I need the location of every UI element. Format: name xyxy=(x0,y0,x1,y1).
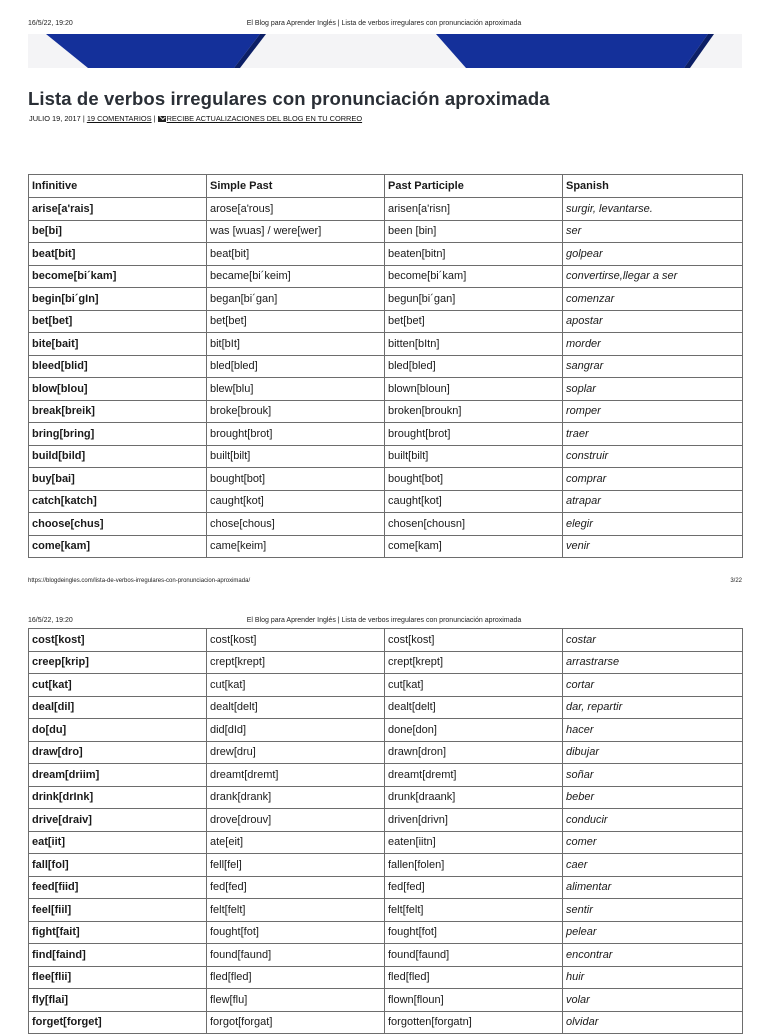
table-row xyxy=(29,741,743,764)
table-cell: costar xyxy=(563,629,743,652)
table-row xyxy=(29,719,743,742)
table-row xyxy=(29,423,743,446)
table-cell: find[faind] xyxy=(29,944,207,967)
table-row xyxy=(29,198,743,221)
table-cell: bought[bot] xyxy=(385,468,563,491)
table-cell: blow[blou] xyxy=(29,378,207,401)
print-header-date: 16/5/22, 19:20 xyxy=(28,20,73,27)
meta-separator: | xyxy=(80,114,87,123)
table-row xyxy=(29,854,743,877)
table-cell: choose[chus] xyxy=(29,513,207,536)
table-cell: driven[drivn] xyxy=(385,809,563,832)
table-cell: found[faund] xyxy=(207,944,385,967)
verbs-table-page2 xyxy=(28,628,743,1034)
table-row xyxy=(29,764,743,787)
print-footer-url: https://blogdeingles.com/lista-de-verbos-irregulares-con-pronunciacion-aproximada/ xyxy=(28,578,251,584)
table-cell: broke[brouk] xyxy=(207,400,385,423)
table-cell: sentir xyxy=(563,899,743,922)
table-row xyxy=(29,310,743,333)
table-cell: dealt[delt] xyxy=(385,696,563,719)
table-cell: came[keim] xyxy=(207,535,385,558)
table-cell: crept[krept] xyxy=(385,651,563,674)
table-cell: elegir xyxy=(563,513,743,536)
table-cell: built[bilt] xyxy=(385,445,563,468)
table-cell: bite[bait] xyxy=(29,333,207,356)
table-cell: convertirse,llegar a ser xyxy=(563,265,743,288)
table-cell: olvidar xyxy=(563,1011,743,1034)
table-cell: cost[kost] xyxy=(385,629,563,652)
table-cell: begin[bi´gIn] xyxy=(29,288,207,311)
table-cell: drew[dru] xyxy=(207,741,385,764)
table-cell: drank[drank] xyxy=(207,786,385,809)
table-cell: be[bi] xyxy=(29,220,207,243)
table-cell: drawn[dron] xyxy=(385,741,563,764)
print-footer-page: 3/22 xyxy=(730,578,742,584)
table-cell: huir xyxy=(563,966,743,989)
table-row xyxy=(29,696,743,719)
table-cell: comprar xyxy=(563,468,743,491)
subscribe-link[interactable] xyxy=(158,114,362,123)
table-cell: beaten[bitn] xyxy=(385,243,563,266)
table-cell: arisen[a'risn] xyxy=(385,198,563,221)
table-cell: eaten[iitn] xyxy=(385,831,563,854)
table-cell: brought[brot] xyxy=(385,423,563,446)
table-cell: forgot[forgat] xyxy=(207,1011,385,1034)
table-cell: beat[bit] xyxy=(207,243,385,266)
table-row xyxy=(29,378,743,401)
table-cell: arrastrarse xyxy=(563,651,743,674)
table-cell: flee[flii] xyxy=(29,966,207,989)
table-cell: golpear xyxy=(563,243,743,266)
table-cell: bleed[blid] xyxy=(29,355,207,378)
table-row xyxy=(29,651,743,674)
table-cell: crept[krept] xyxy=(207,651,385,674)
table-cell: been [bin] xyxy=(385,220,563,243)
table-cell: did[dId] xyxy=(207,719,385,742)
table-cell: ate[eit] xyxy=(207,831,385,854)
table-cell: cut[kat] xyxy=(207,674,385,697)
table-cell: soñar xyxy=(563,764,743,787)
table-cell: venir xyxy=(563,535,743,558)
table-row xyxy=(29,989,743,1012)
table-cell: morder xyxy=(563,333,743,356)
table-cell: began[bi´gan] xyxy=(207,288,385,311)
table-row xyxy=(29,243,743,266)
table-cell: drink[drInk] xyxy=(29,786,207,809)
column-header: Simple Past xyxy=(207,175,385,198)
table-cell: comer xyxy=(563,831,743,854)
table-cell: bought[bot] xyxy=(207,468,385,491)
table-cell: bring[bring] xyxy=(29,423,207,446)
table-cell: bit[bIt] xyxy=(207,333,385,356)
table-cell: bet[bet] xyxy=(29,310,207,333)
table-cell: dibujar xyxy=(563,741,743,764)
table-cell: fell[fel] xyxy=(207,854,385,877)
verbs-table-page1 xyxy=(28,174,743,558)
table-cell: blown[bloun] xyxy=(385,378,563,401)
table-cell: come[kam] xyxy=(29,535,207,558)
table-row xyxy=(29,809,743,832)
table-row xyxy=(29,966,743,989)
table-cell: construir xyxy=(563,445,743,468)
table-cell: come[kam] xyxy=(385,535,563,558)
table-row xyxy=(29,876,743,899)
table-cell: encontrar xyxy=(563,944,743,967)
table-cell: become[bi´kam] xyxy=(29,265,207,288)
table-cell: bitten[bItn] xyxy=(385,333,563,356)
table-cell: dealt[delt] xyxy=(207,696,385,719)
table-cell: drove[drouv] xyxy=(207,809,385,832)
column-header: Spanish xyxy=(563,175,743,198)
meta-separator: | xyxy=(151,114,158,123)
table-cell: fought[fot] xyxy=(385,921,563,944)
table-row xyxy=(29,400,743,423)
table-cell: flew[flu] xyxy=(207,989,385,1012)
table-cell: beber xyxy=(563,786,743,809)
table-cell: eat[iit] xyxy=(29,831,207,854)
table-cell: fought[fot] xyxy=(207,921,385,944)
table-cell: drunk[draank] xyxy=(385,786,563,809)
print-header-date-2: 16/5/22, 19:20 xyxy=(28,617,73,624)
table-cell: soplar xyxy=(563,378,743,401)
table-cell: bet[bet] xyxy=(207,310,385,333)
column-header: Infinitive xyxy=(29,175,207,198)
table-cell: dream[driim] xyxy=(29,764,207,787)
table-cell: break[breik] xyxy=(29,400,207,423)
table-cell: was [wuas] / were[wer] xyxy=(207,220,385,243)
table-cell: fight[fait] xyxy=(29,921,207,944)
table-cell: fallen[folen] xyxy=(385,854,563,877)
column-header: Past Participle xyxy=(385,175,563,198)
subscribe-link-label: RECIBE ACTUALIZACIONES DEL BLOG EN TU CORREO xyxy=(166,114,363,123)
post-date: JULIO 19, 2017 xyxy=(29,114,81,123)
table-cell: caught[kot] xyxy=(385,490,563,513)
table-cell: forget[forget] xyxy=(29,1011,207,1034)
table-cell: caer xyxy=(563,854,743,877)
table-row xyxy=(29,1011,743,1034)
table-row xyxy=(29,629,743,652)
table-cell: bet[bet] xyxy=(385,310,563,333)
table-cell: feed[fiid] xyxy=(29,876,207,899)
table-cell: romper xyxy=(563,400,743,423)
table-cell: alimentar xyxy=(563,876,743,899)
table-cell: cost[kost] xyxy=(207,629,385,652)
table-cell: flown[floun] xyxy=(385,989,563,1012)
table-row xyxy=(29,220,743,243)
table-cell: beat[bit] xyxy=(29,243,207,266)
table-cell: become[bi´kam] xyxy=(385,265,563,288)
table-row xyxy=(29,265,743,288)
table-cell: dar, repartir xyxy=(563,696,743,719)
table-cell: catch[katch] xyxy=(29,490,207,513)
table-cell: bled[bled] xyxy=(207,355,385,378)
table-cell: chosen[chousn] xyxy=(385,513,563,536)
table-row xyxy=(29,831,743,854)
table-row xyxy=(29,513,743,536)
table-cell: fled[fled] xyxy=(207,966,385,989)
table-row xyxy=(29,674,743,697)
post-title: Lista de verbos irregulares con pronunciación aproximada xyxy=(28,88,550,109)
table-cell: pelear xyxy=(563,921,743,944)
table-cell: caught[kot] xyxy=(207,490,385,513)
table-cell: forgotten[forgatn] xyxy=(385,1011,563,1034)
post-meta xyxy=(29,114,362,123)
table-cell: surgir, levantarse. xyxy=(563,198,743,221)
table-cell: dreamt[dremt] xyxy=(385,764,563,787)
header-banner xyxy=(28,34,742,68)
print-header-title-2: El Blog para Aprender Inglés | Lista de verbos irregulares con pronunciación aproximada xyxy=(246,617,522,624)
table-cell: brought[brot] xyxy=(207,423,385,446)
table-row xyxy=(29,468,743,491)
table-cell: fall[fol] xyxy=(29,854,207,877)
table-cell: build[bild] xyxy=(29,445,207,468)
table-cell: broken[broukn] xyxy=(385,400,563,423)
table-cell: fly[flai] xyxy=(29,989,207,1012)
table-cell: deal[dil] xyxy=(29,696,207,719)
table-row xyxy=(29,490,743,513)
table-cell: feel[fiil] xyxy=(29,899,207,922)
table-cell: cost[kost] xyxy=(29,629,207,652)
table-row xyxy=(29,921,743,944)
print-header-title: El Blog para Aprender Inglés | Lista de verbos irregulares con pronunciación aproximada xyxy=(246,20,522,27)
table-row xyxy=(29,445,743,468)
table-row xyxy=(29,786,743,809)
table-cell: cut[kat] xyxy=(29,674,207,697)
table-cell: fled[fled] xyxy=(385,966,563,989)
table-cell: ser xyxy=(563,220,743,243)
banner-graphic xyxy=(28,34,742,68)
table-cell: buy[bai] xyxy=(29,468,207,491)
table-cell: creep[krip] xyxy=(29,651,207,674)
table-row xyxy=(29,535,743,558)
table-cell: became[bi´keim] xyxy=(207,265,385,288)
table-row xyxy=(29,899,743,922)
table-cell: drive[draiv] xyxy=(29,809,207,832)
table-cell: conducir xyxy=(563,809,743,832)
table-cell: arose[a'rous] xyxy=(207,198,385,221)
table-cell: traer xyxy=(563,423,743,446)
table-cell: cut[kat] xyxy=(385,674,563,697)
table-row xyxy=(29,944,743,967)
table-header-row xyxy=(29,175,743,198)
table-cell: atrapar xyxy=(563,490,743,513)
table-cell: chose[chous] xyxy=(207,513,385,536)
table-cell: draw[dro] xyxy=(29,741,207,764)
table-cell: hacer xyxy=(563,719,743,742)
table-cell: bled[bled] xyxy=(385,355,563,378)
table-cell: dreamt[dremt] xyxy=(207,764,385,787)
table-cell: blew[blu] xyxy=(207,378,385,401)
table-cell: built[bilt] xyxy=(207,445,385,468)
table-cell: fed[fed] xyxy=(207,876,385,899)
table-cell: arise[a'rais] xyxy=(29,198,207,221)
table-row xyxy=(29,355,743,378)
envelope-icon xyxy=(158,116,166,122)
table-cell: apostar xyxy=(563,310,743,333)
table-cell: do[du] xyxy=(29,719,207,742)
table-cell: found[faund] xyxy=(385,944,563,967)
comments-link[interactable]: 19 COMENTARIOS xyxy=(86,114,152,123)
table-cell: begun[bi´gan] xyxy=(385,288,563,311)
table-cell: done[don] xyxy=(385,719,563,742)
table-cell: fed[fed] xyxy=(385,876,563,899)
table-row xyxy=(29,288,743,311)
table-row xyxy=(29,333,743,356)
table-cell: sangrar xyxy=(563,355,743,378)
table-cell: volar xyxy=(563,989,743,1012)
table-cell: felt[felt] xyxy=(207,899,385,922)
table-cell: cortar xyxy=(563,674,743,697)
table-cell: felt[felt] xyxy=(385,899,563,922)
table-cell: comenzar xyxy=(563,288,743,311)
